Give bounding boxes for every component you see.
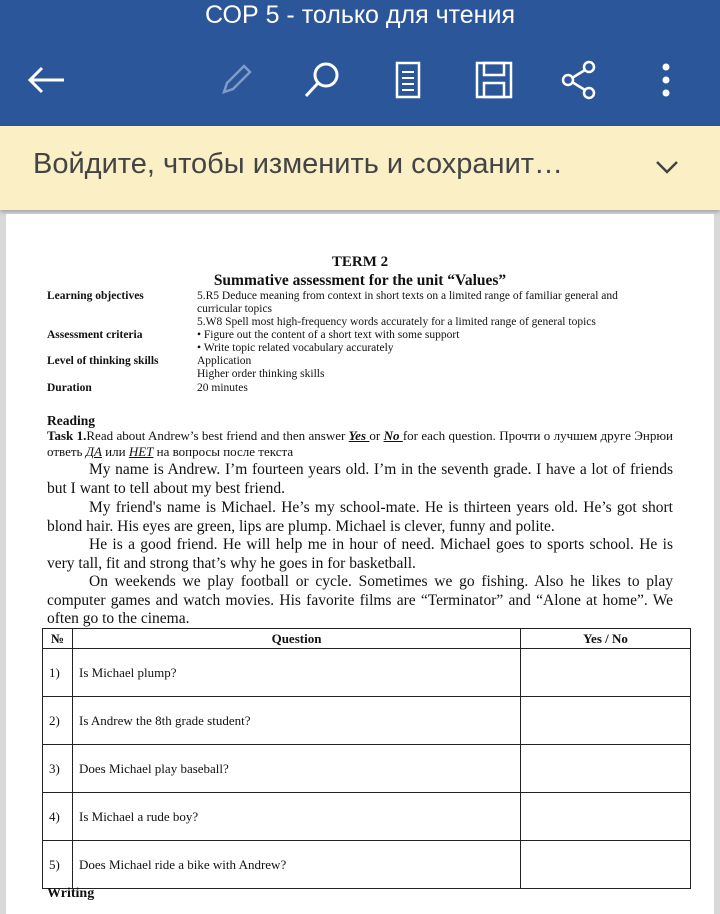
meta-label: Assessment criteria: [47, 329, 143, 341]
task-instruction: Task 1.Read about Andrew’s best friend and then answer Yes or No for each question. Прочти о лучшем друге Энрюи ответь ДА или НЕТ на вопросы после текста: [47, 428, 673, 459]
meta-value: 5.R5 Deduce meaning from context in short texts on a limited range of familiar general and curricular topics 5.W8 Spell most high-frequency words accurately for a limited range of general topics: [197, 290, 618, 328]
sign-in-banner[interactable]: [0, 126, 720, 210]
paragraph: My friend's name is Michael. He’s my school-mate. He is thirteen years old. He’s got short blond hair. His eyes are green, lips are plump. Michael is clever, funny and polite.: [47, 499, 673, 535]
paragraph: My name is Andrew. I’m fourteen years old. I’m in the seventh grade. I have a lot of friends but I want to tell about my best friend.: [47, 461, 673, 497]
table-row: 3) Does Michael play baseball?: [43, 745, 691, 793]
paragraph: On weekends we play football or cycle. Sometimes we go fishing. Also he likes to play computer games and watch movies. His favorite films are “Terminator” and “Alone at home”. We often go to the cinema.: [47, 573, 673, 627]
banner-text: Войдите, чтобы изменить и сохранит…: [33, 148, 564, 180]
reading-heading: Reading: [47, 413, 96, 428]
search-icon[interactable]: [298, 56, 346, 104]
app-bar: [0, 0, 720, 126]
meta-label: Duration: [47, 382, 92, 394]
table-row: 5) Does Michael ride a bike with Andrew?: [43, 841, 691, 889]
meta-value: • Figure out the content of a short text with some support • Write topic related vocabulary accurately: [197, 329, 460, 354]
more-options-icon[interactable]: [642, 56, 690, 104]
back-arrow-icon[interactable]: [22, 56, 70, 104]
document-title: СОР 5 - только для чтения: [205, 1, 515, 29]
edit-pencil-icon[interactable]: [212, 56, 260, 104]
table-row: 2) Is Andrew the 8th grade student?: [43, 697, 691, 745]
save-icon[interactable]: [470, 56, 518, 104]
writing-heading: Writing: [47, 886, 95, 901]
meta-value: Application Higher order thinking skills: [197, 355, 325, 380]
questions-table: № Question Yes / No 1) Is Michael plump? 2) Is Andrew the 8th grade student? 3) Does Michael play baseball? 4) Is Michael a rude boy? 5) Does Michael ride a bike with Andrew?: [42, 628, 691, 889]
paragraph: He is a good friend. He will help me in hour of need. Michael goes to sports school. He is very tall, fit and strong that’s why he goes in for basketball.: [47, 536, 673, 572]
chevron-down-icon[interactable]: [654, 154, 680, 180]
table-row: 1) Is Michael plump?: [43, 649, 691, 697]
assessment-heading: Summative assessment for the unit “Values”: [213, 272, 507, 289]
document-page: [6, 214, 714, 914]
meta-label: Learning objectives: [47, 290, 144, 302]
reading-view-icon[interactable]: [384, 56, 432, 104]
share-icon[interactable]: [555, 56, 603, 104]
table-row: 4) Is Michael a rude boy?: [43, 793, 691, 841]
meta-value: 20 minutes: [197, 382, 248, 394]
term-heading: TERM 2: [331, 254, 389, 270]
meta-label: Level of thinking skills: [47, 355, 159, 367]
